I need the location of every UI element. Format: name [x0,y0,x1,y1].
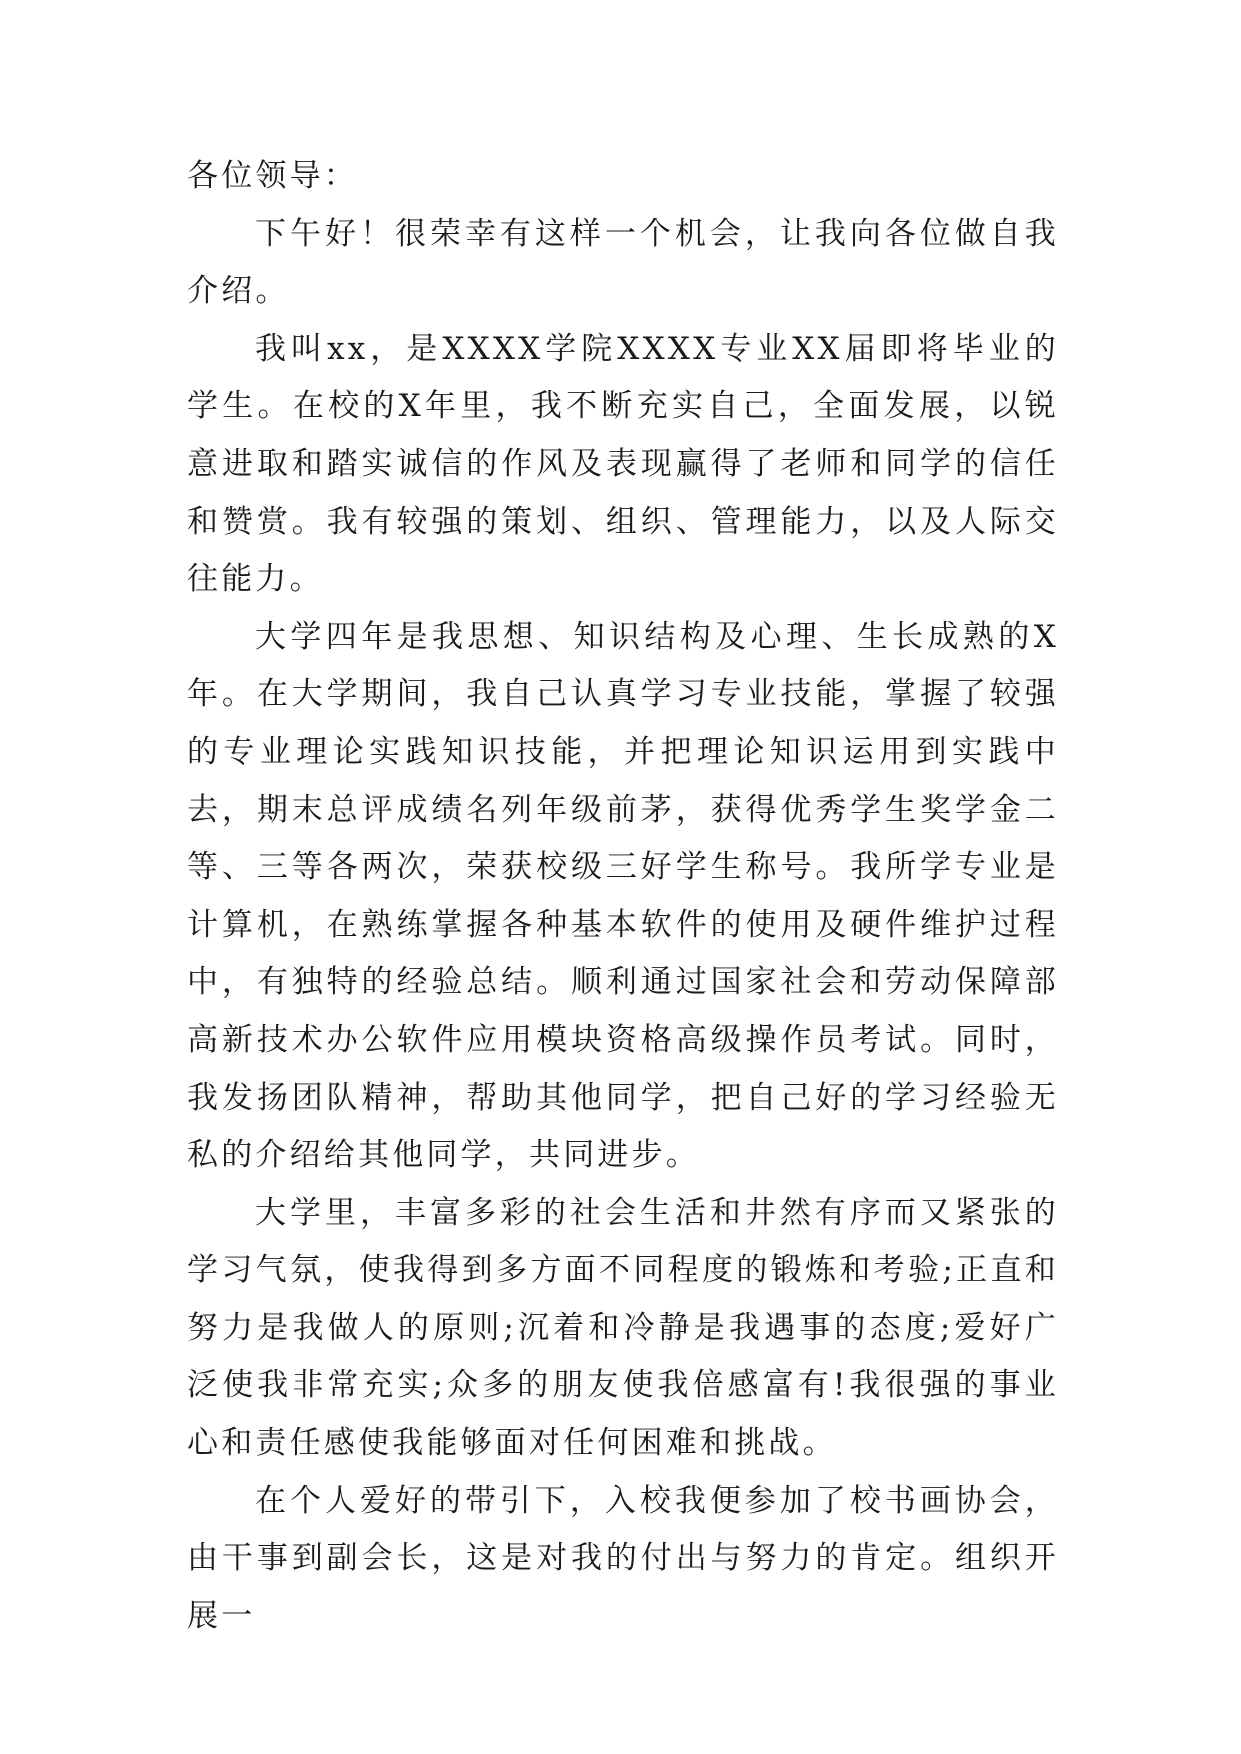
paragraph-hobbies: 在个人爱好的带引下，入校我便参加了校书画协会，由干事到副会长，这是对我的付出与努力的肯定。组织开展一 [187,1482,1059,1634]
paragraph-greeting: 下午好！很荣幸有这样一个机会，让我向各位做自我介绍。 [187,215,1059,310]
document-body [187,148,1059,1645]
paragraph-introduction: 我叫xx，是XXXX学院XXXX专业XX届即将毕业的学生。在校的X年里，我不断充实自己，全面发展，以锐意进取和踏实诚信的作风及表现赢得了老师和同学的信任和赞赏。我有较强的策划、组织、管理能力，以及人际交往能力。 [187,330,1059,598]
salutation: 各位领导： [187,158,358,194]
paragraph-university-study: 大学四年是我思想、知识结构及心理、生长成熟的X年。在大学期间，我自己认真学习专业技能，掌握了较强的专业理论实践知识技能，并把理论知识运用到实践中去，期末总评成绩名列年级前茅，获得优秀学生奖学金二等、三等各两次，荣获校级三好学生称号。我所学专业是计算机，在熟练掌握各种基本软件的使用及硬件维护过程中，有独特的经验总结。顺利通过国家社会和劳动保障部高新技术办公软件应用模块资格高级操作员考试。同时，我发扬团队精神，帮助其他同学，把自己好的学习经验无私的介绍给其他同学，共同进步。 [187,618,1059,1174]
paragraph-university-life: 大学里，丰富多彩的社会生活和井然有序而又紧张的学习气氛，使我得到多方面不同程度的锻炼和考验;正直和努力是我做人的原则;沉着和冷静是我遇事的态度;爱好广泛使我非常充实;众多的朋友使我倍感富有!我很强的事业心和责任感使我能够面对任何困难和挑战。 [187,1194,1059,1462]
